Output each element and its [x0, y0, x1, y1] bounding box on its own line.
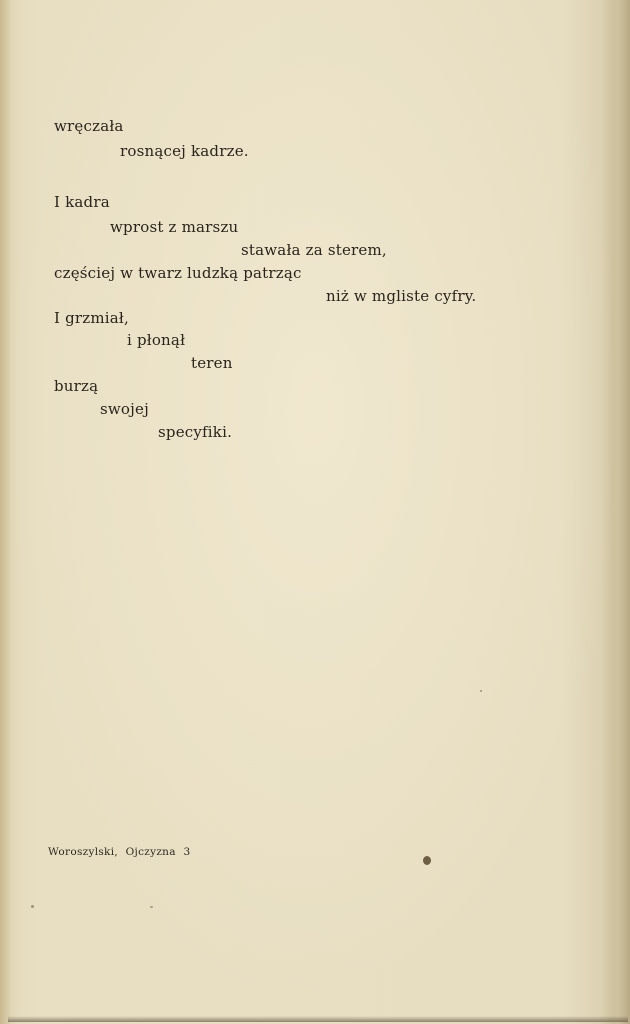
- poem-line: rosnącej kadrze.: [120, 142, 249, 160]
- poem-line: niż w mgliste cyfry.: [326, 287, 477, 305]
- poem-line: i płonął: [127, 331, 186, 349]
- poem-line: stawała za sterem,: [241, 241, 387, 259]
- paper-stain: [423, 856, 431, 865]
- paper-speck: [31, 905, 34, 908]
- poem-line: specyfiki.: [158, 423, 233, 441]
- poem-line: wprost z marszu: [110, 218, 239, 236]
- poem-line: burzą: [54, 377, 99, 395]
- poem-line: swojej: [100, 400, 149, 418]
- footer-author: Woroszylski,: [48, 846, 118, 858]
- paper-speck: [480, 690, 482, 692]
- poem-line: teren: [191, 354, 233, 372]
- poem-line: I grzmiał,: [54, 309, 129, 327]
- signature-footer: [48, 846, 194, 858]
- paper-speck: [150, 906, 153, 908]
- footer-signature-number: 3: [183, 846, 191, 858]
- poem-line: częściej w twarz ludzką patrząc: [54, 264, 302, 282]
- footer-title: Ojczyzna: [125, 846, 176, 858]
- poem-line: wręczała: [54, 117, 124, 135]
- poem-line: I kadra: [54, 193, 110, 211]
